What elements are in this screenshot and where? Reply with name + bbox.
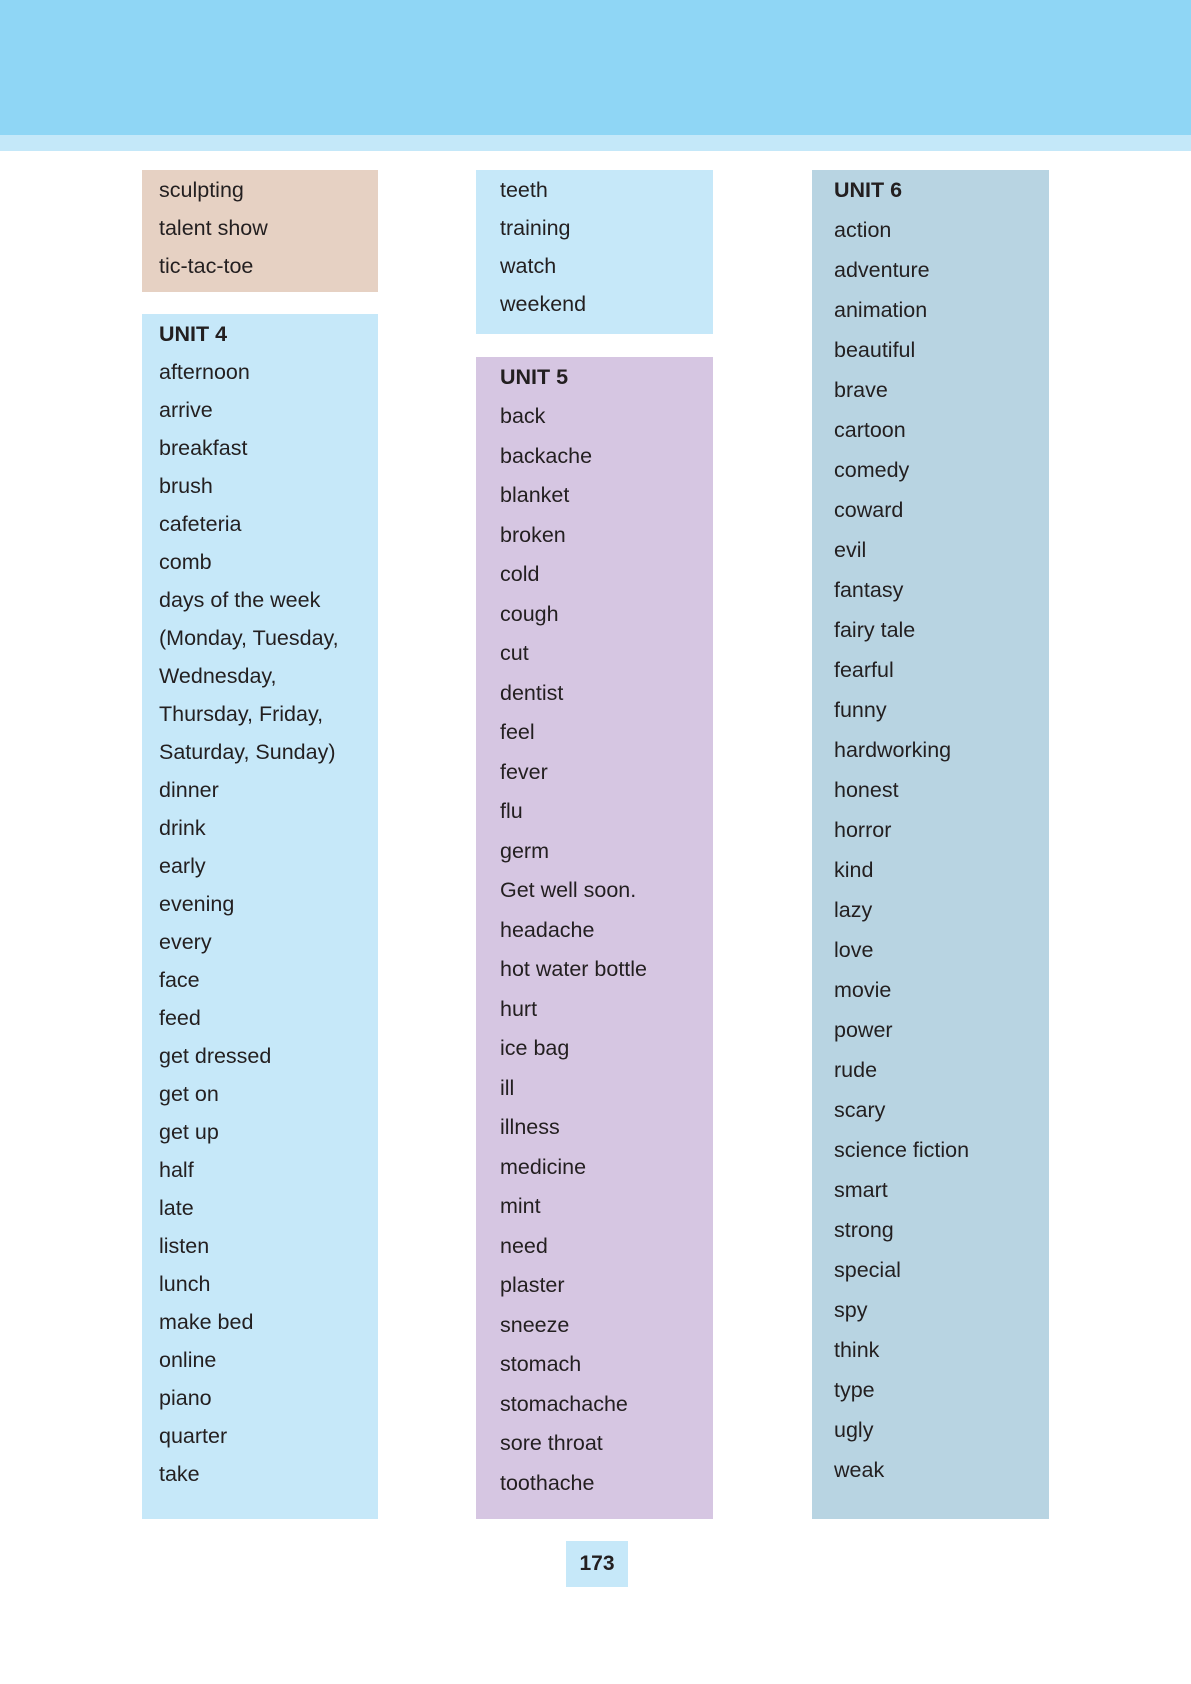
vocabulary-word: funny: [834, 698, 887, 722]
vocabulary-word: days of the week: [159, 588, 321, 612]
vocabulary-word: scary: [834, 1098, 886, 1122]
vocabulary-word: coward: [834, 498, 904, 522]
word-box-unit5: [476, 357, 713, 1519]
vocabulary-word: half: [159, 1158, 194, 1182]
word-list: [159, 362, 378, 1484]
vocabulary-word: movie: [834, 978, 892, 1002]
vocabulary-word: take: [159, 1462, 200, 1486]
vocabulary-word: back: [500, 404, 546, 428]
vocabulary-word: cafeteria: [159, 512, 242, 536]
vocabulary-word: honest: [834, 778, 899, 802]
vocabulary-word: online: [159, 1348, 217, 1372]
word-box-unit4-continued: [476, 170, 713, 334]
word-list: [159, 180, 378, 276]
vocabulary-word: strong: [834, 1218, 894, 1242]
vocabulary-word: hardworking: [834, 738, 952, 762]
vocabulary-word: cut: [500, 641, 529, 665]
vocabulary-word: science fiction: [834, 1138, 970, 1162]
vocabulary-word: brush: [159, 474, 213, 498]
vocabulary-word: fever: [500, 759, 548, 784]
vocabulary-word: cough: [500, 601, 559, 626]
vocabulary-word: teeth: [500, 178, 548, 202]
vocabulary-word: power: [834, 1018, 893, 1042]
vocabulary-word: drink: [159, 816, 206, 840]
vocabulary-word: training: [500, 216, 571, 240]
vocabulary-word: lunch: [159, 1272, 211, 1296]
vocabulary-word: get on: [159, 1082, 219, 1106]
vocabulary-word: talent show: [159, 216, 268, 240]
word-list: [500, 180, 713, 314]
vocabulary-word: ice bag: [500, 1036, 570, 1060]
vocabulary-word: brave: [834, 378, 888, 402]
vocabulary-word: stomach: [500, 1352, 582, 1376]
vocabulary-word: Saturday, Sunday): [159, 740, 336, 764]
vocabulary-word: quarter: [159, 1424, 228, 1448]
vocabulary-word: get up: [159, 1120, 219, 1144]
vocabulary-word: hurt: [500, 996, 538, 1021]
vocabulary-word: comedy: [834, 458, 910, 482]
vocabulary-word: make bed: [159, 1310, 254, 1334]
vocabulary-word: kind: [834, 858, 874, 882]
word-list: [500, 406, 713, 1493]
unit-title: UNIT 6: [834, 178, 903, 202]
vocabulary-word: fairy tale: [834, 618, 916, 642]
header-stripe: [0, 135, 1191, 151]
vocabulary-word: ugly: [834, 1418, 874, 1442]
vocabulary-word: spy: [834, 1298, 868, 1322]
vocabulary-word: weekend: [500, 292, 587, 316]
vocabulary-word: flu: [500, 799, 523, 823]
vocabulary-word: fantasy: [834, 578, 904, 602]
vocabulary-word: sneeze: [500, 1312, 570, 1337]
vocabulary-word: sculpting: [159, 178, 244, 202]
vocabulary-word: get dressed: [159, 1044, 272, 1068]
vocabulary-word: every: [159, 930, 212, 954]
vocabulary-word: tic-tac-toe: [159, 254, 254, 278]
vocabulary-word: action: [834, 218, 892, 242]
vocabulary-word: mint: [500, 1194, 541, 1218]
vocabulary-word: breakfast: [159, 436, 248, 460]
vocabulary-word: cold: [500, 562, 540, 586]
vocabulary-word: listen: [159, 1234, 210, 1258]
vocabulary-word: evening: [159, 892, 235, 916]
vocabulary-word: piano: [159, 1386, 212, 1410]
vocabulary-word: toothache: [500, 1470, 595, 1495]
vocabulary-word: feel: [500, 720, 535, 744]
vocabulary-word: feed: [159, 1006, 201, 1030]
vocabulary-word: fearful: [834, 658, 894, 682]
vocabulary-word: think: [834, 1338, 880, 1362]
unit-title: UNIT 5: [500, 365, 569, 389]
vocabulary-word: stomachache: [500, 1391, 628, 1416]
vocabulary-word: Wednesday,: [159, 664, 277, 688]
vocabulary-word: late: [159, 1196, 194, 1220]
vocabulary-word: special: [834, 1258, 901, 1282]
vocabulary-word: dentist: [500, 680, 564, 705]
vocabulary-word: illness: [500, 1115, 560, 1139]
vocabulary-word: arrive: [159, 398, 213, 422]
vocabulary-word: horror: [834, 818, 892, 842]
vocabulary-word: type: [834, 1378, 875, 1402]
vocabulary-word: dinner: [159, 778, 219, 802]
vocabulary-word: smart: [834, 1178, 888, 1202]
vocabulary-word: blanket: [500, 483, 570, 507]
word-box-unit3-continued: [142, 170, 378, 292]
vocabulary-word: adventure: [834, 258, 930, 282]
vocabulary-word: evil: [834, 538, 867, 562]
vocabulary-word: rude: [834, 1058, 878, 1082]
word-list: [834, 220, 1049, 1480]
vocabulary-word: animation: [834, 298, 928, 322]
vocabulary-word: broken: [500, 522, 566, 547]
vocabulary-word: medicine: [500, 1154, 587, 1179]
vocabulary-word: face: [159, 968, 200, 992]
vocabulary-word: Thursday, Friday,: [159, 702, 324, 726]
vocabulary-word: headache: [500, 917, 595, 942]
vocabulary-word: hot water bottle: [500, 957, 648, 981]
word-box-unit4: [142, 314, 378, 1519]
vocabulary-word: love: [834, 938, 874, 962]
word-box-unit6: [812, 170, 1049, 1519]
vocabulary-word: sore throat: [500, 1431, 603, 1455]
unit-title: UNIT 4: [159, 322, 228, 346]
vocabulary-word: (Monday, Tuesday,: [159, 626, 339, 650]
page-number: 173: [566, 1541, 628, 1587]
vocabulary-word: cartoon: [834, 418, 906, 442]
vocabulary-word: early: [159, 854, 206, 878]
vocabulary-word: lazy: [834, 898, 873, 922]
vocabulary-word: Get well soon.: [500, 878, 637, 902]
vocabulary-word: afternoon: [159, 360, 250, 384]
vocabulary-word: backache: [500, 443, 593, 468]
vocabulary-word: germ: [500, 838, 549, 863]
vocabulary-word: beautiful: [834, 338, 916, 362]
vocabulary-word: plaster: [500, 1273, 565, 1297]
vocabulary-word: weak: [834, 1458, 885, 1482]
header-band: [0, 0, 1191, 135]
vocabulary-word: watch: [500, 254, 557, 278]
vocabulary-word: need: [500, 1233, 548, 1258]
vocabulary-word: comb: [159, 550, 212, 574]
vocabulary-word: ill: [500, 1075, 515, 1100]
